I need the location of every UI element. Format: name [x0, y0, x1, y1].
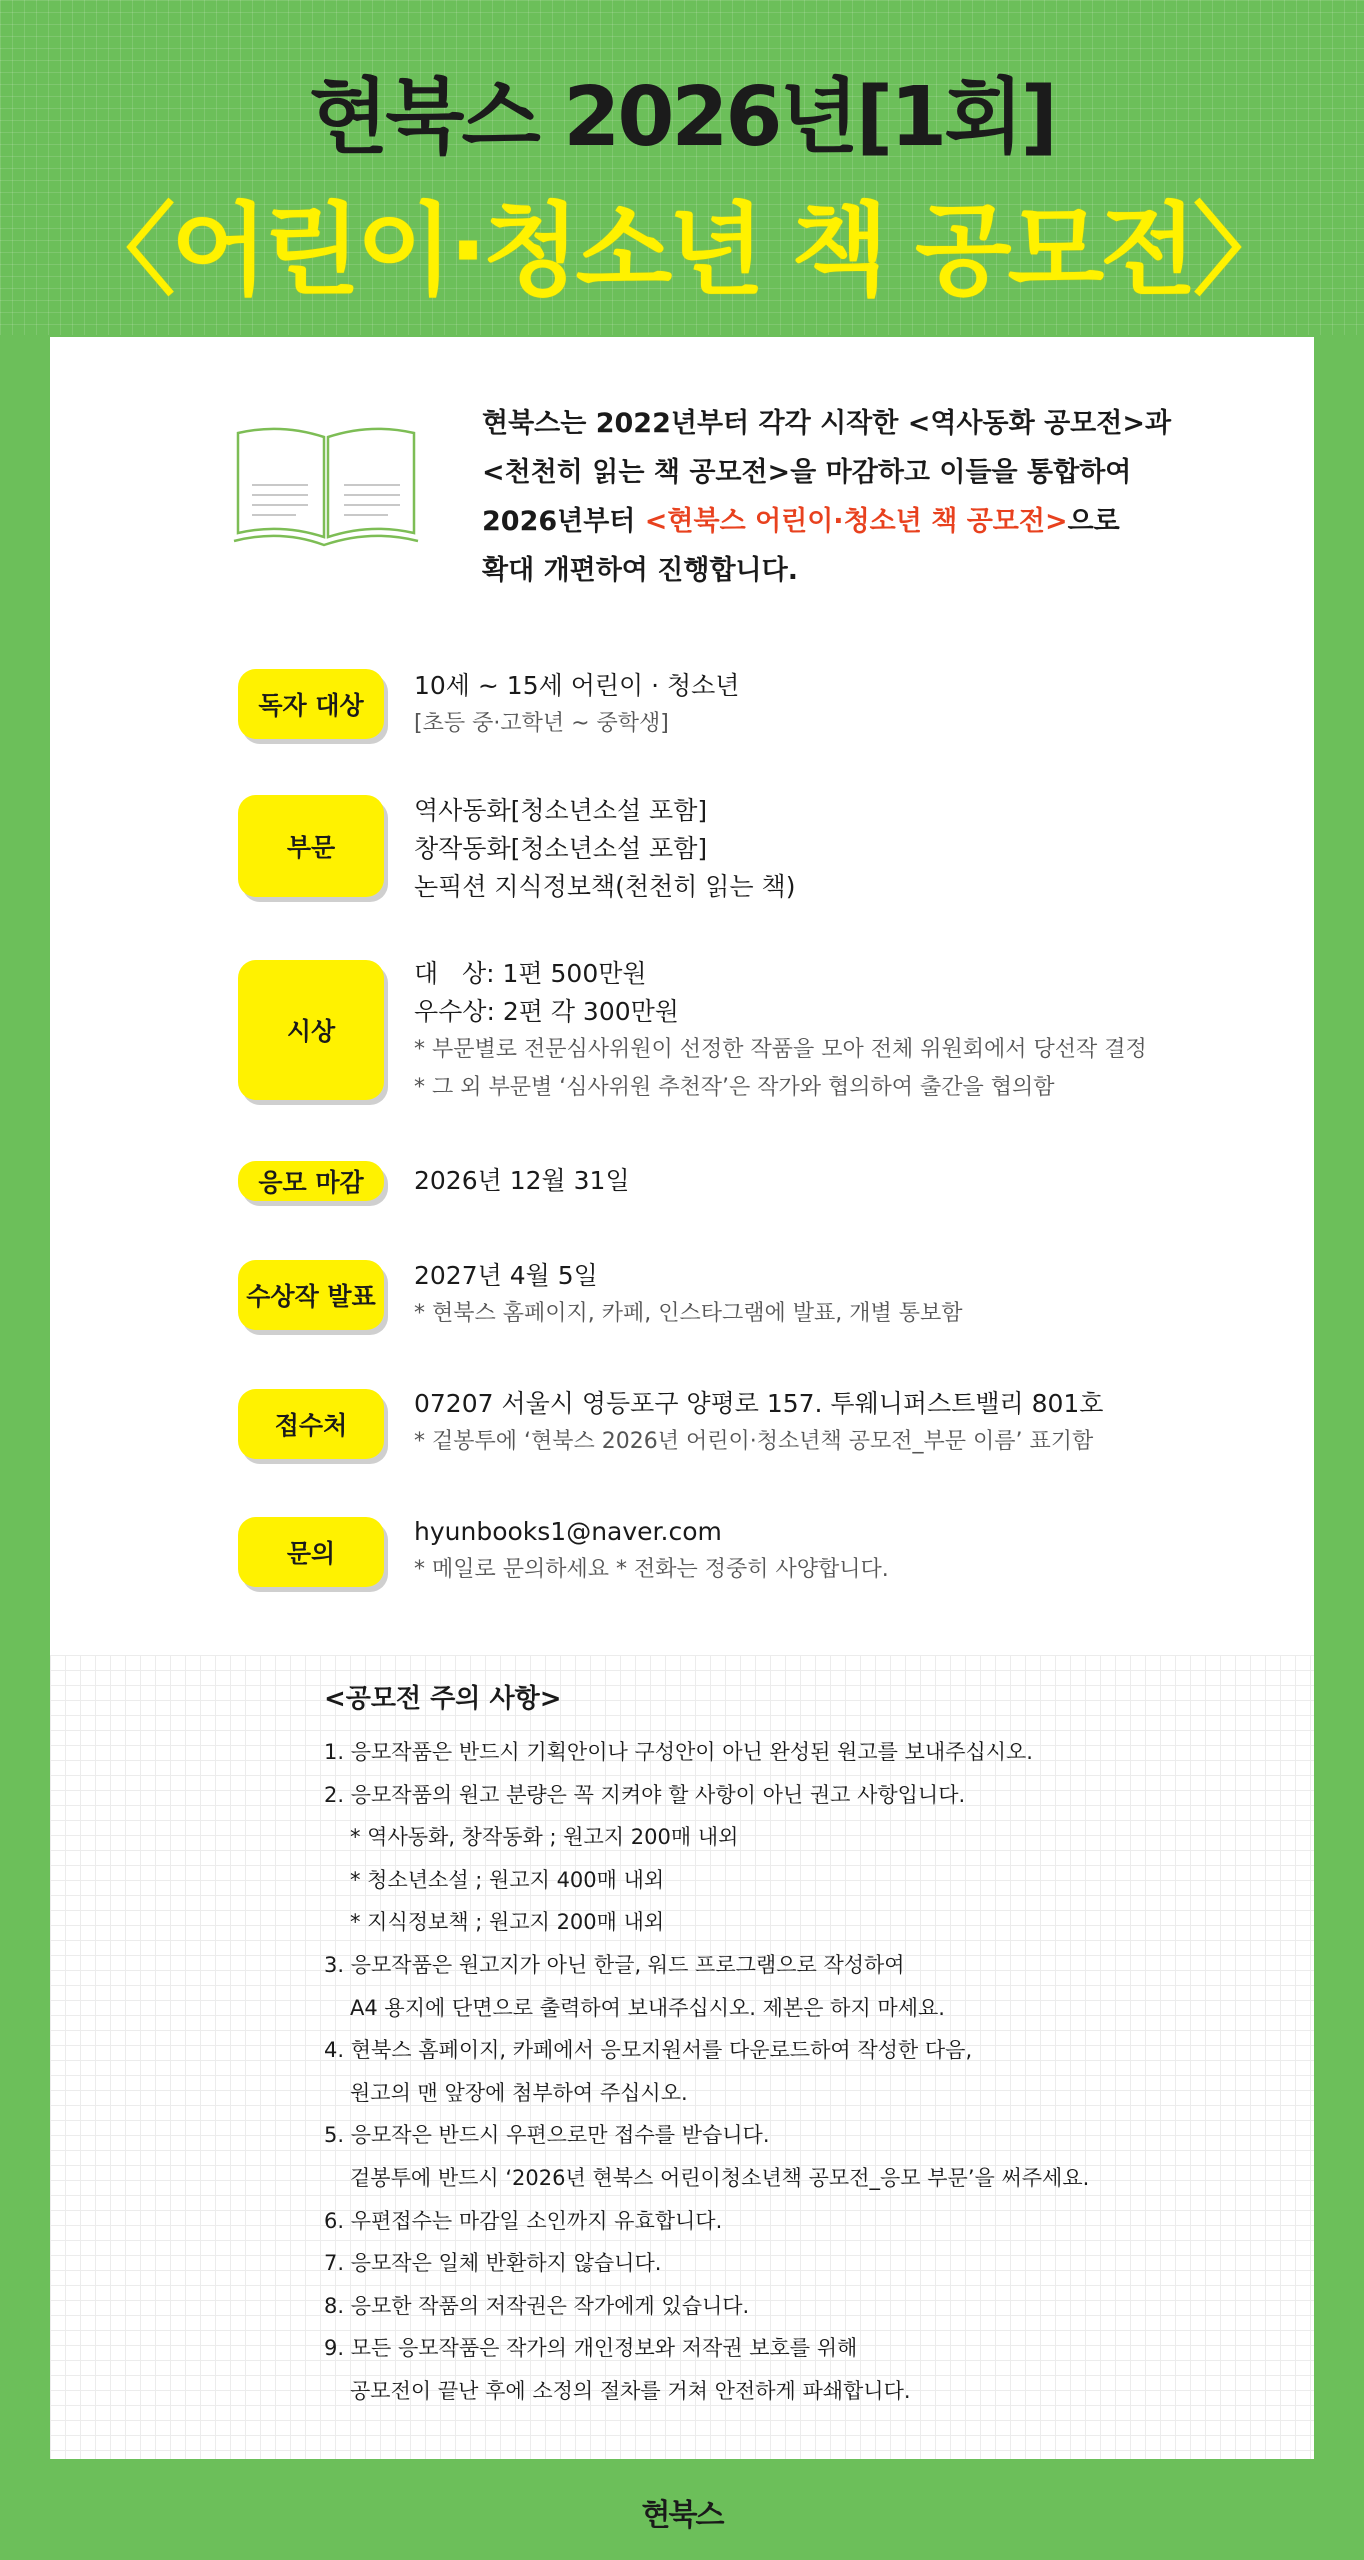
- label-deadline: 응모 마감: [238, 1161, 384, 1201]
- value-note: [초등 중·고학년 ~ 중학생]: [414, 711, 669, 736]
- content-card: [50, 337, 1314, 2459]
- inquiry-email: hyunbooks1@naver.com: [414, 1517, 722, 1546]
- value-target-readers: [414, 667, 1294, 743]
- publisher-logo: 현북스: [641, 2498, 723, 2533]
- notice-item: 7. 응모작은 일체 반환하지 않습니다.: [324, 2251, 662, 2276]
- notice-item-continuation: 겉봉투에 반드시 ‘2026년 현북스 어린이청소년책 공모전_응모 부문’을 써주세요.: [350, 2165, 1090, 2190]
- label-inquiry: 문의: [238, 1517, 384, 1587]
- value-categories: [414, 792, 1294, 906]
- notice-subitem: * 지식정보책 ; 원고지 200매 내외: [350, 1910, 665, 1935]
- intro-line: 현북스는 2022년부터 각각 시작한 <역사동화 공모전>과: [482, 408, 1172, 439]
- label-target-readers: 독자 대상: [238, 669, 384, 739]
- value-line: 2026년 12월 31일: [414, 1166, 630, 1195]
- notice-item-continuation: 공모전이 끝난 후에 소정의 절차를 거쳐 안전하게 파쇄합니다.: [350, 2378, 911, 2403]
- value-line: 2027년 4월 5일: [414, 1261, 598, 1290]
- value-line: 우수상: 2편 각 300만원: [414, 997, 679, 1026]
- value-note: * 겉봉투에 ‘현북스 2026년 어린이·청소년책 공모전_부문 이름’ 표기함: [414, 1429, 1094, 1454]
- intro-text: [482, 399, 1202, 595]
- title-line2: 〈어린이·청소년 책 공모전〉: [75, 192, 1289, 309]
- intro-line: 확대 개편하여 진행합니다.: [482, 555, 798, 586]
- intro-text-segment: 2026년부터: [482, 506, 645, 537]
- title-line1: 현북스 2026년[1회]: [309, 70, 1055, 165]
- value-line: 논픽션 지식정보책(천천히 읽는 책): [414, 872, 796, 901]
- value-line: 창작동화[청소년소설 포함]: [414, 834, 708, 863]
- notice-item: 6. 우편접수는 마감일 소인까지 유효합니다.: [324, 2208, 723, 2233]
- value-announcement: [414, 1257, 1294, 1333]
- intro-line: <천천히 읽는 책 공모전>을 마감하고 이들을 통합하여: [482, 457, 1132, 488]
- notice-item: 5. 응모작은 반드시 우편으로만 접수를 받습니다.: [324, 2123, 770, 2148]
- notice-item-continuation: 원고의 맨 앞장에 첨부하여 주십시오.: [350, 2080, 688, 2105]
- intro-text-segment: 으로: [1067, 506, 1120, 537]
- value-deadline: [414, 1162, 1294, 1200]
- value-note: * 현북스 홈페이지, 카페, 인스타그램에 발표, 개별 통보함: [414, 1301, 963, 1326]
- value-submission-address: [414, 1385, 1294, 1461]
- notice-item: 1. 응모작품은 반드시 기획안이나 구성안이 아닌 완성된 원고를 보내주십시오.: [324, 1740, 1033, 1764]
- label-announcement: 수상작 발표: [238, 1260, 384, 1330]
- notice-subitem: * 청소년소설 ; 원고지 400매 내외: [350, 1867, 665, 1892]
- notice-heading: <공모전 주의 사항>: [324, 1684, 562, 1714]
- value-line: 10세 ~ 15세 어린이 · 청소년: [414, 671, 740, 700]
- notice-list: [324, 1677, 1224, 2413]
- value-awards: [414, 955, 1294, 1107]
- value-note: * 부문별로 전문심사위원이 선정한 작품을 모아 전체 위원회에서 당선작 결정: [414, 1037, 1147, 1062]
- contest-name-highlight: <현북스 어린이·청소년 책 공모전>: [644, 506, 1068, 537]
- label-categories: 부문: [238, 795, 384, 897]
- value-line: 07207 서울시 영등포구 양평로 157. 투웨니퍼스트밸리 801호: [414, 1389, 1104, 1418]
- label-submission-address: 접수처: [238, 1389, 384, 1459]
- value-line: 대 상: 1편 500만원: [414, 959, 647, 988]
- notice-item: 9. 모든 응모작품은 작가의 개인정보와 저작권 보호를 위해: [324, 2336, 858, 2361]
- value-note: * 그 외 부문별 ‘심사위원 추천작’은 작가와 협의하여 출간을 협의함: [414, 1075, 1055, 1100]
- notice-item: 8. 응모한 작품의 저작권은 작가에게 있습니다.: [324, 2293, 750, 2318]
- notice-item: 2. 응모작품의 원고 분량은 꼭 지켜야 할 사항이 아닌 권고 사항입니다.: [324, 1782, 966, 1807]
- notice-item: 3. 응모작품은 원고지가 아닌 한글, 워드 프로그램으로 작성하여: [324, 1952, 905, 1977]
- notice-subitem: * 역사동화, 창작동화 ; 원고지 200매 내외: [350, 1825, 739, 1850]
- value-inquiry: [414, 1513, 1294, 1589]
- value-line: 역사동화[청소년소설 포함]: [414, 796, 708, 825]
- header-banner: [0, 0, 1364, 335]
- notice-item-continuation: A4 용지에 단면으로 출력하여 보내주십시오. 제본은 하지 마세요.: [350, 1995, 945, 2020]
- value-note: * 메일로 문의하세요 * 전화는 정중히 사양합니다.: [414, 1557, 889, 1582]
- intro-line: [482, 497, 1202, 546]
- open-book-icon: [226, 425, 426, 549]
- notice-item: 4. 현북스 홈페이지, 카페에서 응모지원서를 다운로드하여 작성한 다음,: [324, 2038, 973, 2063]
- label-awards: 시상: [238, 960, 384, 1100]
